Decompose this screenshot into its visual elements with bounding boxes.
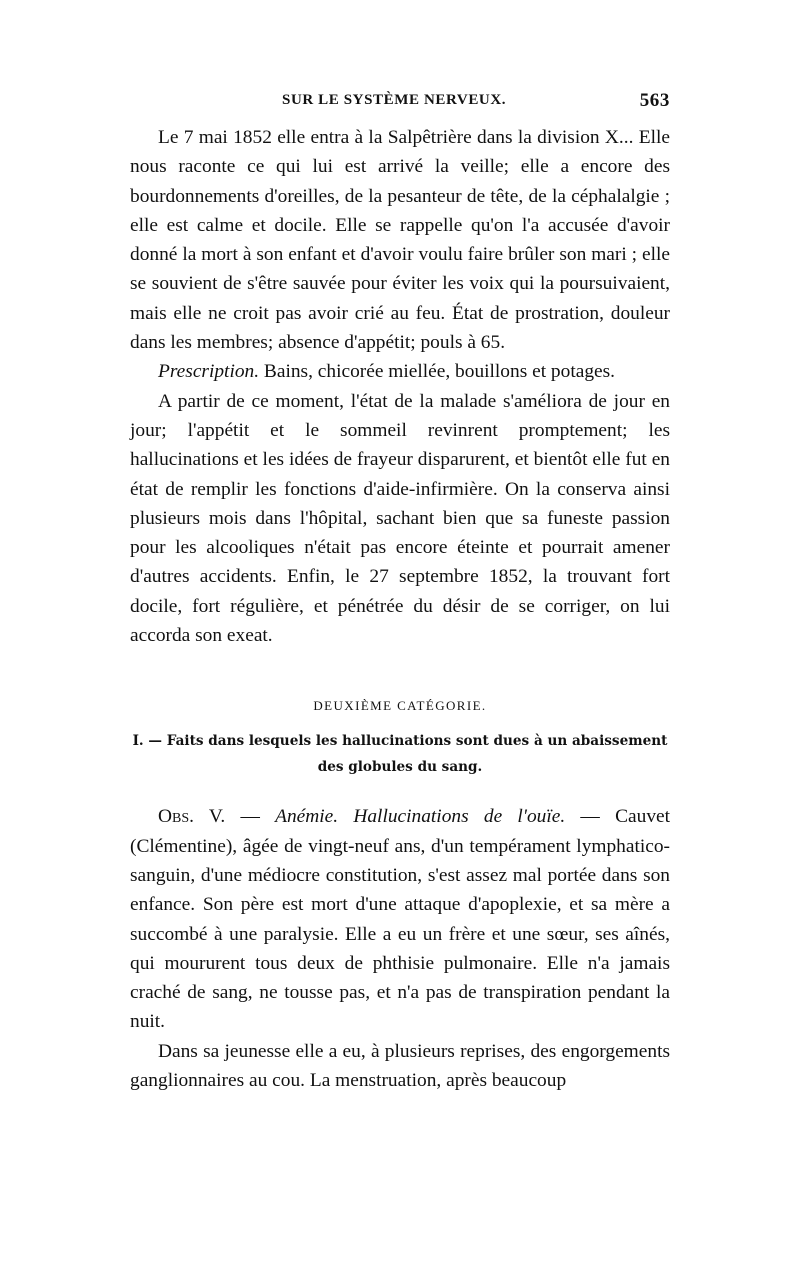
paragraph-admission: Le 7 mai 1852 elle entra à la Salpêtrière dans la division X... Elle nous raconte ce qui lui est arrivé la veille; elle a encore des bourdonnements d'oreilles, de la pesanteur de tête, de la céphalalgie ; elle est calme et docile. Elle se rappelle qu'on l'a accusée d'avoir donné la mort à son enfant et d'avoir voulu faire brûler son mari ; elle se souvient de s'être sauvée pour éviter les voix qui la poursuivaient, mais elle ne croit pas avoir crié au feu. État de prostration, douleur dans les membres; absence d'appétit; pouls à 65. <box>130 127 670 354</box>
observation-label: Obs. V. <box>158 806 226 828</box>
prescription-label: Prescription. <box>158 361 260 383</box>
paragraph-youth: Dans sa jeunesse elle a eu, à plusieurs reprises, des engorgements ganglionnaires au cou. La menstruation, après beaucoup <box>130 1040 670 1092</box>
running-title: SUR LE SYSTÈME NERVEUX. <box>282 92 507 108</box>
prescription-text: Bains, chicorée miellée, bouillons et potages. <box>259 361 616 383</box>
category-heading: DEUXIÈME CATÉGORIE. <box>313 698 487 714</box>
observation-text: Cauvet (Clémentine), âgée de vingt-neuf ans, d'un tempérament lymphatico-sanguin, d'une médiocre constitution, s'est assez mal portée dans son enfance. Son père est mort d'une attaque d'apoplexie, et sa mère a succombé à une paralysie. Elle a eu un frère et une sœur, ses aînés, qui moururent tous deux de phthisie pulmonaire. Elle n'a jamais craché de sang, ne tousse pas, et n'a pas de transpiration pendant la nuit. <box>130 806 671 1033</box>
paragraph-prescription <box>130 357 670 386</box>
observation-dash-1: — <box>225 806 276 828</box>
section-spacer <box>130 650 670 698</box>
body-text <box>130 123 670 1095</box>
section-subheading: I. — Faits dans lesquels les hallucinations sont dues à un abaissement des globules du sang. <box>132 733 668 776</box>
book-page <box>130 88 670 1095</box>
observation-title: Anémie. Hallucinations de l'ouïe. <box>275 806 566 828</box>
running-head <box>130 88 670 118</box>
paragraph-observation <box>130 802 670 1036</box>
observation-dash-2: — <box>565 806 616 828</box>
paragraph-recovery: A partir de ce moment, l'état de la malade s'améliora de jour en jour; l'appétit et le sommeil revinrent promptement; les hallucinations et les idées de frayeur disparurent, et bientôt elle fut en état de remplir les fonctions d'aide-infirmière. On la conserva ainsi plusieurs mois dans l'hôpital, sachant bien que sa funeste passion pour les alcooliques n'était pas encore éteinte et pourrait amener d'autres accidents. Enfin, le 27 septembre 1852, la trouvant fort docile, fort régulière, et pénétrée du désir de se corriger, on lui accorda son exeat. <box>130 390 670 647</box>
page-number: 563 <box>639 90 670 111</box>
